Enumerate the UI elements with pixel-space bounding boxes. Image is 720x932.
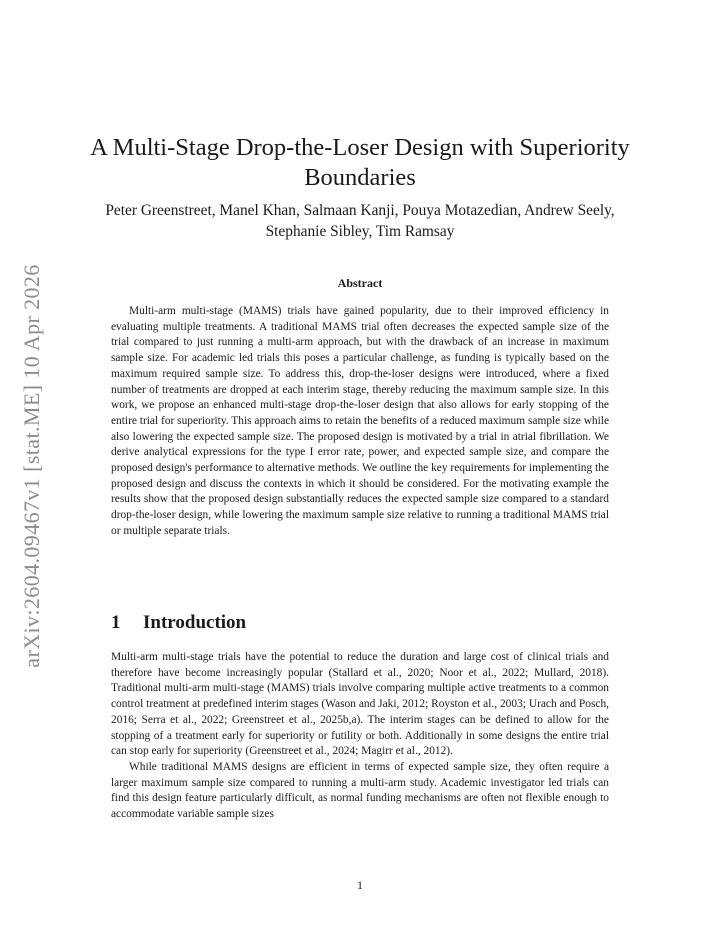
page-number: 1 [357,878,363,892]
section-title: Introduction [143,612,247,633]
section-heading [111,612,246,634]
section-number: 1 [111,612,121,633]
author-list: Peter Greenstreet, Manel Khan, Salmaan Kanji, Pouya Motazedian, Andrew Seely, Stephanie Sibley, Tim Ramsay [105,202,615,240]
abstract-heading: Abstract [337,276,383,290]
paper-title: A Multi-Stage Drop-the-Loser Design with Superiority Boundaries [90,134,630,191]
introduction-body [111,650,609,823]
intro-paragraph-1: Multi-arm multi-stage trials have the potential to reduce the duration and large cost of clinical trials and therefore have become increasingly popular (Stallard et al., 2020; Noor et al., 2022; Mullard, 2018). Traditional multi-arm multi-stage (MAMS) trials involve comparing multiple active treatments to a common control treatment at predefined interim stages (Wason and Jaki, 2012; Royston et al., 2003; Urach and Posch, 2016; Serra et al., 2022; Greenstreet et al., 2025b,a). The interim stages can be defined to allow for the stopping of a treatment early for superiority or futility or both. Additionally in some designs the entire trial can stop early for superiority (Greenstreet et al., 2024; Magirr et al., 2012). [111,651,609,758]
arxiv-identifier: arXiv:2604.09467v1 [stat.ME] 10 Apr 2026 [19,264,44,668]
intro-paragraph-2: While traditional MAMS designs are efficient in terms of expected sample size, they often require a larger maximum sample size compared to running a multi-arm study. Academic investigator led trials can find this design feature particularly difficult, as normal funding mechanisms are often not flexible enough to accommodate variable sample sizes [111,760,609,821]
abstract-text: Multi-arm multi-stage (MAMS) trials have gained popularity, due to their improved efficiency in evaluating multiple treatments. A traditional MAMS trial often decreases the expected sample size of the trial compared to just running a multi-arm approach, but with the drawback of an increase in maximum sample size. For academic led trials this poses a particular challenge, as funding is typically based on the maximum required sample size. To address this, drop-the-loser designs were introduced, where a fixed number of treatments are dropped at each interim stage, thereby reducing the maximum sample size. In this work, we propose an enhanced multi-stage drop-the-loser design that also allows for early stopping of the entire trial for superiority. This approach aims to retain the benefits of a reduced maximum sample size while also lowering the expected sample size. The proposed design is motivated by a trial in atrial fibrillation. We derive analytical expressions for the type I error rate, power, and expected sample size, and compare the proposed design's performance to alternative methods. We outline the key requirements for implementing the proposed design and discuss the contexts in which it should be considered. For the motivating example the results show that the proposed design substantially reduces the expected sample size compared to a standard drop-the-loser design, while lowering the maximum sample size relative to running a traditional MAMS trial or multiple separate trials. [111,305,609,537]
